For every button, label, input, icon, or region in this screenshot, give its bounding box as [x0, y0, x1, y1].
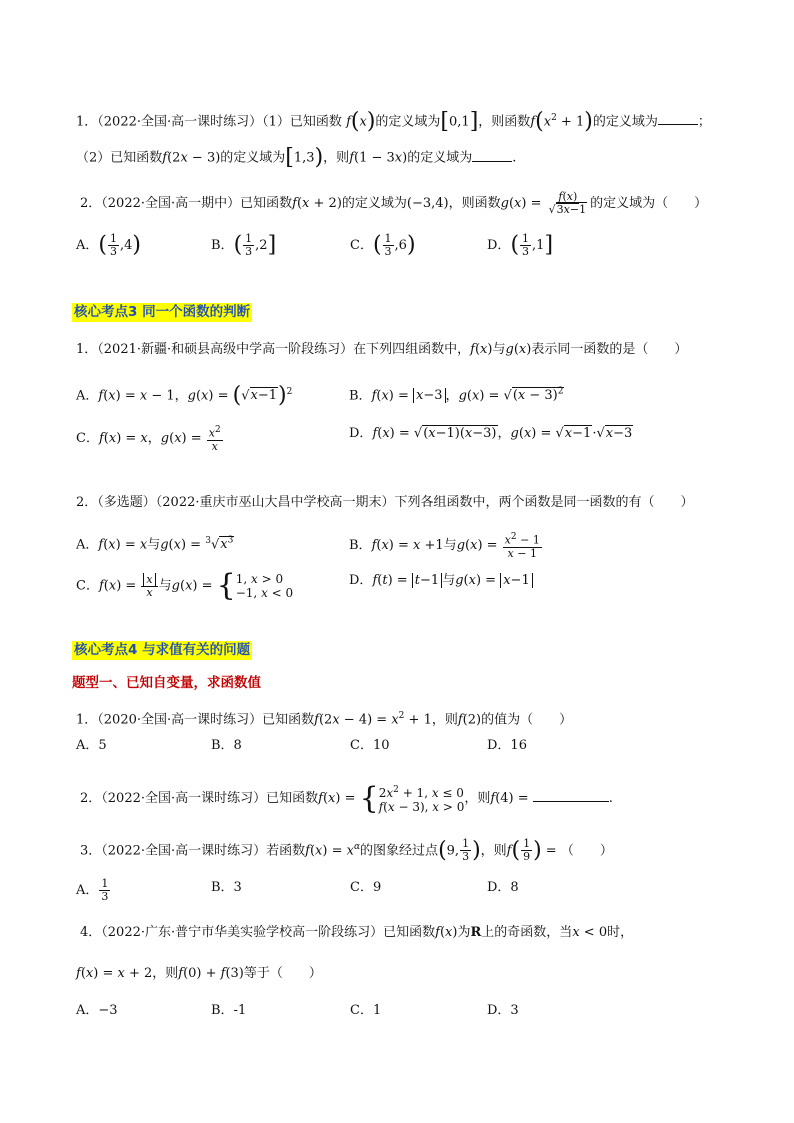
option-a[interactable]: A．( $\frac{1}{3}$ ,4) — [76, 232, 141, 258]
option-b[interactable]: B．-1 — [211, 1003, 247, 1018]
question-3-2: 2．（多选题）（2022·重庆市巫山大昌中学校高一期末）下列各组函数中，两个函数是同一函数的有（ ） — [76, 495, 694, 510]
option-b[interactable]: B．f(x) = x−3 ，$g(x) = √(x - 3)^2$ — [349, 387, 564, 404]
option-b[interactable]: B．3 — [211, 880, 242, 895]
section-title-4: 核心考点4 与求值有关的问题 — [74, 642, 251, 658]
option-a[interactable]: A．f(x) = x − 1，$g(x) = (√x-1)^2$ — [76, 382, 293, 408]
question-4-1: 1．（2020·全国·高一课时练习）已知函数$f(2x - 4) = x^2 + 1$，则f(2)的值为（ ） — [76, 711, 573, 728]
option-d[interactable]: D．3 — [487, 1003, 519, 1018]
question-1-2: （2）已知函数f(2x − 3)的定义域为[1,3)，则f(1 − 3x)的定义域为 . — [76, 145, 517, 170]
option-c[interactable]: C．10 — [350, 738, 390, 753]
option-c[interactable]: C．f(x) = x，g(x) = $\frac{x^2}{x}$ — [76, 425, 221, 453]
option-a[interactable]: A． $\frac{1}{3}$ — [76, 877, 109, 903]
option-c[interactable]: C．1 — [350, 1003, 382, 1018]
option-d[interactable]: D．( $\frac{1}{3}$ ,1] — [487, 232, 554, 258]
question-1-1: 1．（2022·全国·高一课时练习）（1）已知函数 f(x)的定义域为[0,1]，则函数$f(x^2 + 1)$的定义域为 ； — [76, 108, 711, 134]
answer-blank[interactable] — [658, 112, 698, 125]
answer-blank[interactable] — [533, 789, 609, 802]
section-title-3: 核心考点3 同一个函数的判断 — [74, 304, 251, 320]
option-c[interactable]: C．( $\frac{1}{3}$ ,6) — [350, 232, 416, 258]
option-b[interactable]: B．( $\frac{1}{3}$ ,2] — [211, 232, 277, 258]
option-a[interactable]: A．−3 — [76, 1003, 118, 1018]
answer-blank[interactable] — [472, 149, 512, 162]
question-3-1: 1．（2021·新疆·和硕县高级中学高一阶段练习）在下列四组函数中，f(x)与g(x)表示同一函数的是（ ） — [76, 342, 688, 357]
question-4-4-cont: f(x) = x + 2，则f(0) + f(3)等于（ ） — [76, 966, 322, 981]
question-4-4: 4．（2022·广东·普宁市华美实验学校高一阶段练习）已知函数f(x)为R上的奇函数，当x < 0时， — [80, 925, 634, 940]
option-a[interactable]: A．f(x) = x与$g(x) = ^3√x^3$ — [76, 536, 234, 553]
option-b[interactable]: B．f(x) = x +1与g(x) = $\frac{x^2 - 1}{x - 1}$ — [349, 532, 540, 560]
option-a[interactable]: A．5 — [76, 738, 107, 753]
question-4-3: 3．（2022·全国·高一课时练习）若函数$f(x) = x^\alpha$的图象经过点(9, $\frac{1}{3}$ )，则f( $\frac{1}{9}$ ) = （ ） — [80, 837, 613, 864]
question-4-2: 2．（2022·全国·高一课时练习）已知函数f(x) = { $2x^2 + 1$, x ≤ 0 f(x − 3), x > 0 ，则f(4) = . — [80, 780, 613, 816]
option-d[interactable]: D．f(t) = t−1 与g(x) = x−1 — [349, 571, 533, 591]
option-c[interactable]: C．9 — [350, 880, 382, 895]
option-d[interactable]: D．8 — [487, 880, 519, 895]
option-b[interactable]: B．8 — [211, 738, 242, 753]
option-d[interactable]: D．f(x) = √(x−1)(x−3)，g(x) = √x−1·√x−3 — [349, 426, 633, 441]
type-heading: 题型一、已知自变量，求函数值 — [72, 675, 261, 691]
option-d[interactable]: D．16 — [487, 738, 527, 753]
option-c[interactable]: C．f(x) = $\frac{x}{x}$ 与g(x) = { 1, x > 0 −1, x < 0 — [76, 568, 294, 603]
question-2: 2．（2022·全国·高一期中）已知函数f(x + 2)的定义域为(−3,4)，则函数g(x) = $\frac{f(x)}{√3x-1}$ 的定义域为（ ） — [80, 190, 708, 216]
